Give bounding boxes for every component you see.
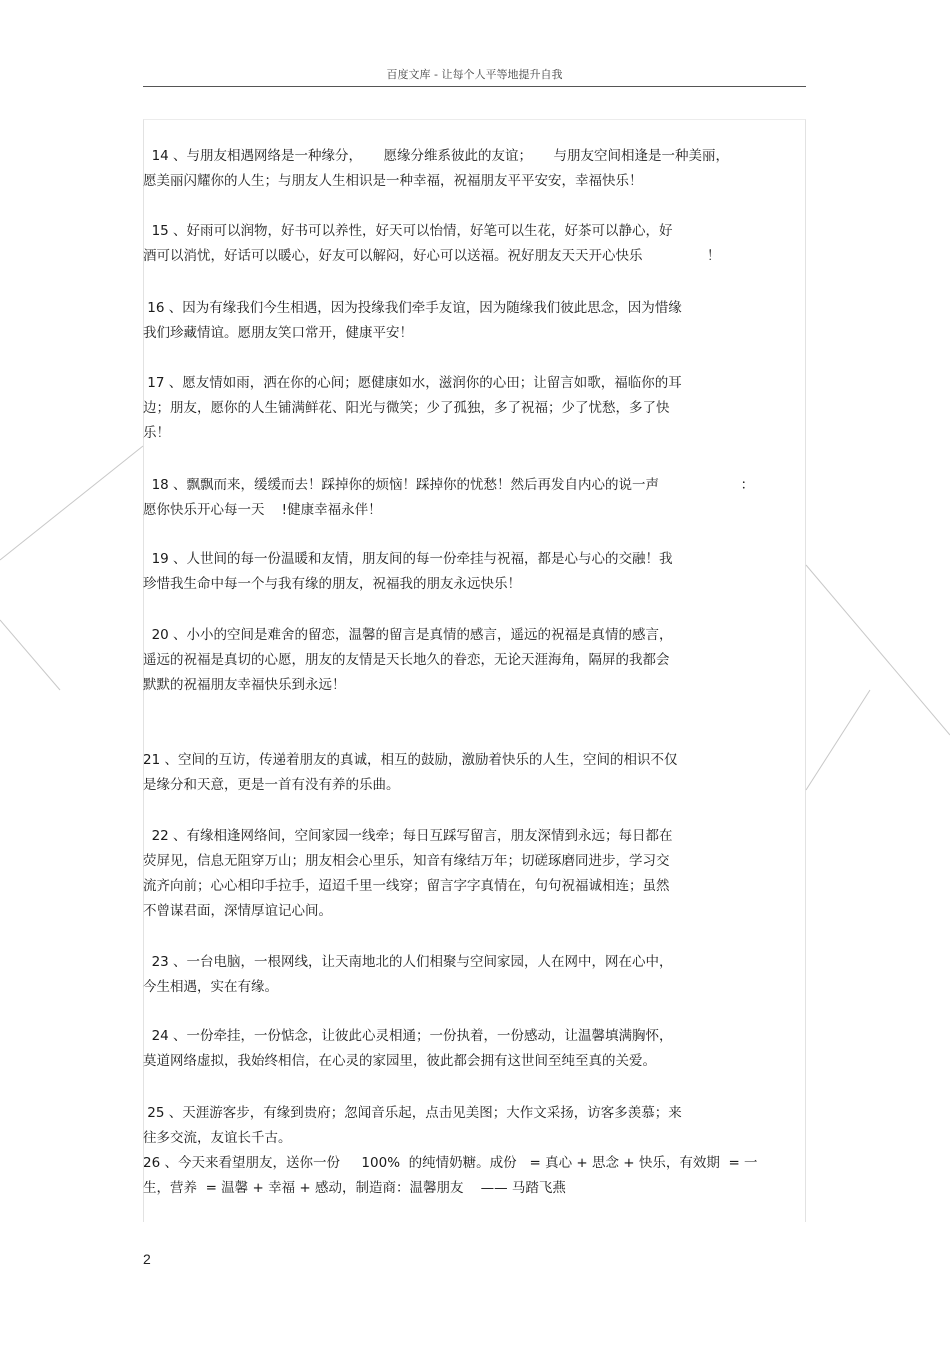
paragraph-18-line-1: 18 、飘飘而来，缓缓而去！踩掉你的烦恼！踩掉你的忧愁！然后再发自内心的说一声 ： — [143, 477, 755, 493]
paragraph-19-line-2: 珍惜我生命中每一个与我有缘的朋友，祝福我的朋友永远快乐！ — [143, 576, 521, 592]
paragraph-21-line-1: 21 、空间的互访，传递着朋友的真诚，相互的鼓励，激励着快乐的人生，空间的相识不仅 — [143, 752, 678, 768]
paragraph-23-line-2: 今生相遇，实在有缘。 — [143, 979, 278, 995]
paragraph-15-line-1: 15 、好雨可以润物，好书可以养性，好天可以怡情，好笔可以生花，好茶可以静心，好 — [143, 223, 673, 239]
paragraph-14-line-1: 14 、与朋友相遇网络是一种缘分， 愿缘分维系彼此的友谊； 与朋友空间相逢是一种美丽， — [143, 148, 729, 164]
paragraph-20-line-1: 20 、小小的空间是难舍的留恋，温馨的留言是真情的感言，遥远的祝福是真情的感言， — [143, 627, 673, 643]
page-number: 2 — [143, 1251, 151, 1267]
paragraph-22-line-3: 流齐向前；心心相印手拉手，迢迢千里一线穿；留言字字真情在，句句祝福诚相连；虽然 — [143, 878, 670, 894]
paragraph-25-line-1: 25 、天涯游客步，有缘到贵府；忽闻音乐起，点击见美图；大作文采扬，访客多羡慕；来 — [143, 1105, 682, 1121]
paragraph-16-line-2: 我们珍藏情谊。愿朋友笑口常开，健康平安！ — [143, 325, 413, 341]
paragraph-18-line-2: 愿你快乐开心每一天 !健康幸福永伴！ — [143, 502, 382, 518]
paragraph-20-line-3: 默默的祝福朋友幸福快乐到永远！ — [143, 677, 346, 693]
paragraph-20-line-2: 遥远的祝福是真切的心愿，朋友的友情是天长地久的眷恋，无论天涯海角，隔屏的我都会 — [143, 652, 670, 668]
paragraph-23-line-1: 23 、一台电脑，一根网线，让天南地北的人们相聚与空间家园，人在网中，网在心中， — [143, 954, 673, 970]
page-header: 百度文库 - 让每个人平等地提升自我 — [386, 68, 563, 81]
header-divider — [143, 86, 806, 87]
paragraph-15-line-2: 酒可以消忧，好话可以暖心，好友可以解闷，好心可以送福。祝好朋友天天开心快乐 ！ — [143, 248, 721, 264]
paragraph-22-line-1: 22 、有缘相逢网络间，空间家园一线牵；每日互踩写留言，朋友深情到永远；每日都在 — [143, 828, 673, 844]
paragraph-22-line-2: 荧屏见，信息无阻穿万山；朋友相会心里乐，知音有缘结万年；切磋琢磨同进步，学习交 — [143, 853, 670, 869]
paragraph-19-line-1: 19 、人世间的每一份温暖和友情，朋友间的每一份牵挂与祝福，都是心与心的交融！我 — [143, 551, 673, 567]
paragraph-25-line-2: 往多交流，友谊长千古。 — [143, 1130, 292, 1146]
paragraph-17-line-2: 边；朋友，愿你的人生铺满鲜花、阳光与微笑；少了孤独，多了祝福；少了忧愁，多了快 — [143, 400, 670, 416]
paragraph-22-line-4: 不曾谋君面，深情厚谊记心间。 — [143, 903, 332, 919]
paragraph-16-line-1: 16 、因为有缘我们今生相遇，因为投缘我们牵手友谊，因为随缘我们彼此思念，因为惜缘 — [143, 300, 682, 316]
paragraph-26-line-2: 生，营养 = 温馨 + 幸福 + 感动，制造商：温馨朋友 —— 马踏飞燕 — [143, 1180, 566, 1196]
paragraph-14-line-2: 愿美丽闪耀你的人生；与朋友人生相识是一种幸福，祝福朋友平平安安，幸福快乐！ — [143, 173, 643, 189]
paragraph-24-line-1: 24 、一份牵挂，一份惦念，让彼此心灵相通；一份执着，一份感动，让温馨填满胸怀， — [143, 1028, 673, 1044]
paragraph-17-line-3: 乐！ — [143, 425, 170, 441]
paragraph-26-line-1: 26 、今天来看望朋友，送你一份 100% 的纯情奶糖。成份 = 真心 + 思念 + 快乐，有效期 = 一 — [143, 1155, 758, 1171]
paragraph-24-line-2: 莫道网络虚拟，我始终相信，在心灵的家园里，彼此都会拥有这世间至纯至真的关爱。 — [143, 1053, 656, 1069]
paragraph-21-line-2: 是缘分和天意，更是一首有没有养的乐曲。 — [143, 777, 400, 793]
paragraph-17-line-1: 17 、愿友情如雨，洒在你的心间；愿健康如水，滋润你的心田；让留言如歌，福临你的耳 — [143, 375, 682, 391]
